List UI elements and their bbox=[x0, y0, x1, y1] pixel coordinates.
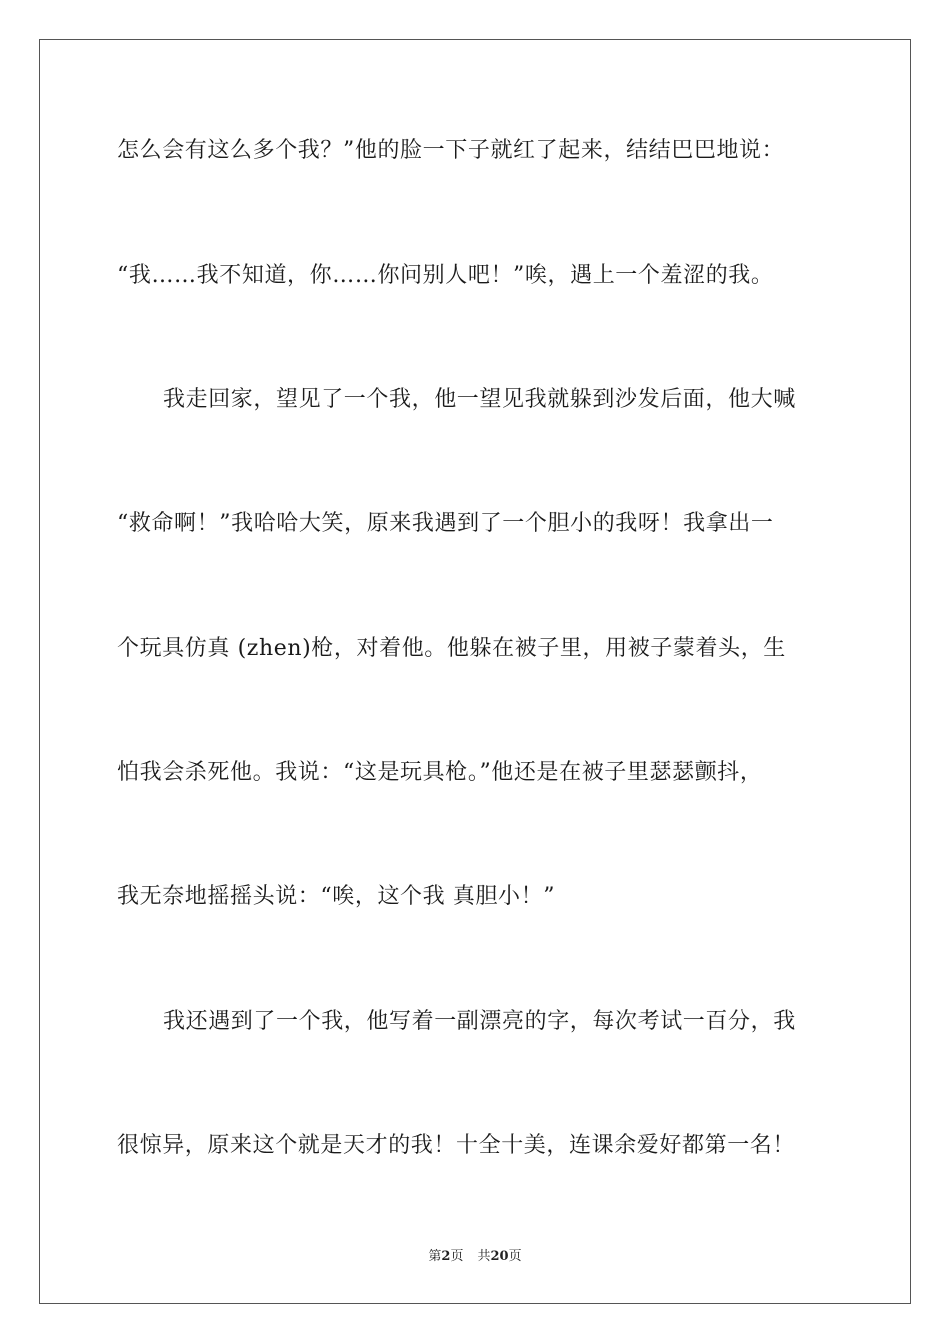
page-prefix: 第 bbox=[428, 1249, 442, 1264]
total-suffix: 页 bbox=[508, 1249, 522, 1264]
total-pages: 20 bbox=[490, 1249, 509, 1264]
text-line-7: 我无奈地摇摇头说：“唉，这个我 真胆小！” bbox=[117, 884, 556, 909]
page-suffix: 页 bbox=[450, 1249, 464, 1264]
page-number: 2 bbox=[441, 1249, 451, 1264]
page-border bbox=[39, 39, 911, 1304]
text-line-9: 很惊异，原来这个就是天才的我！十全十美，连课余爱好都第一名！ bbox=[117, 1133, 796, 1158]
text-line-4: “救命啊！”我哈哈大笑，原来我遇到了一个胆小的我呀！我拿出一 bbox=[117, 511, 774, 536]
total-prefix: 共 bbox=[477, 1249, 491, 1264]
text-line-6: 怕我会杀死他。我说：“这是玩具枪。”他还是在被子里瑟瑟颤抖， bbox=[117, 760, 763, 785]
text-line-8: 我还遇到了一个我，他写着一副漂亮的字，每次考试一百分，我 bbox=[163, 1009, 796, 1034]
text-line-5: 个玩具仿真 (zhen)枪，对着他。他躲在被子里，用被子蒙着头，生 bbox=[117, 636, 786, 661]
text-line-1: 怎么会有这么多个我？”他的脸一下子就红了起来，结结巴巴地说： bbox=[117, 138, 785, 163]
text-line-3: 我走回家，望见了一个我，他一望见我就躲到沙发后面，他大喊 bbox=[163, 387, 796, 412]
text-line-2: “我……我不知道，你……你问别人吧！”唉，遇上一个羞涩的我。 bbox=[117, 263, 774, 288]
page-footer bbox=[0, 1249, 950, 1265]
